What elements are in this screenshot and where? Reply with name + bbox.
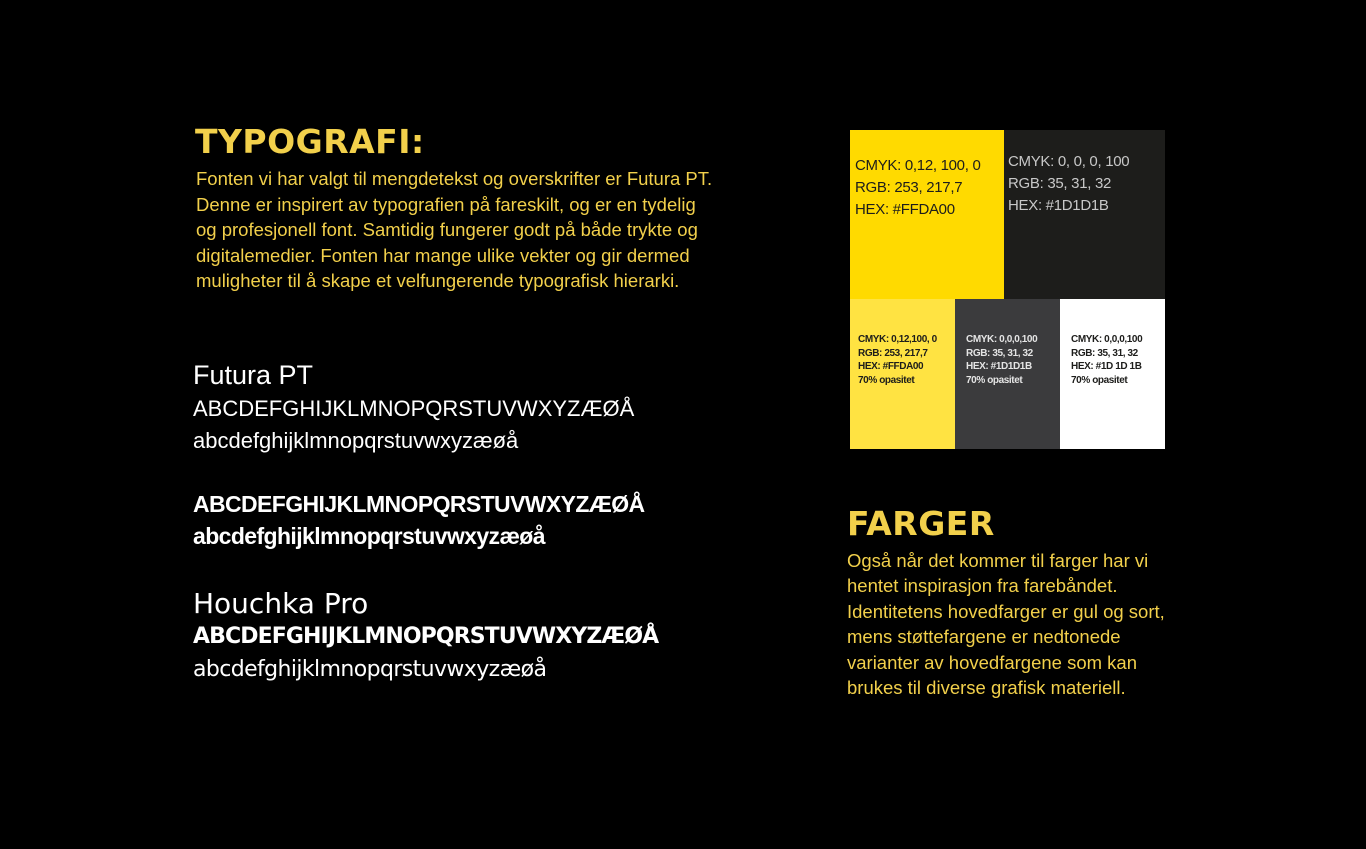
typography-description-line: Denne er inspirert av typografien på fareskilt, og er en tydelig bbox=[196, 193, 696, 215]
swatch-rgb: RGB: 253, 217,7 bbox=[855, 179, 963, 196]
swatch-hex: HEX: #FFDA00 bbox=[855, 201, 955, 218]
colors-description-line: Også når det kommer til farger har vi bbox=[847, 550, 1149, 571]
swatch-hex: HEX: #1D1D1B bbox=[966, 361, 1032, 372]
swatch-cmyk: CMYK: 0,12, 100, 0 bbox=[855, 157, 981, 174]
swatch-hex: HEX: #FFDA00 bbox=[858, 361, 924, 372]
swatch-yellow bbox=[850, 130, 1004, 299]
swatch-white-70 bbox=[1060, 299, 1165, 449]
colors-description-line: varianter av hovedfargene som kan bbox=[847, 651, 1138, 673]
typography-description bbox=[196, 166, 736, 294]
colors-description bbox=[847, 548, 1177, 700]
colors-description-line: brukes til diverse grafisk materiell. bbox=[847, 677, 1126, 699]
swatch-cmyk: CMYK: 0, 0, 0, 100 bbox=[1008, 153, 1130, 170]
typography-description-line: digitalemedier. Fonten har mange ulike vekter og gir dermed bbox=[196, 244, 690, 266]
typography-description-line: muligheter til å skape et velfungerende typografisk hierarki. bbox=[196, 270, 680, 292]
swatch-hex: HEX: #1D1D1B bbox=[1008, 197, 1109, 214]
swatch-opacity: 70% opasitet bbox=[966, 374, 1023, 386]
swatch-opacity: 70% opasitet bbox=[858, 374, 915, 386]
colors-description-line: mens støttefargene er nedtonede bbox=[847, 626, 1121, 648]
swatch-opacity: 70% opasitet bbox=[1071, 374, 1128, 386]
swatch-rgb: RGB: 35, 31, 32 bbox=[1071, 347, 1138, 359]
swatch-yellow-70 bbox=[850, 299, 955, 449]
swatch-black-70 bbox=[955, 299, 1060, 449]
futura-bold-lowercase-sample: abcdefghijklmnopqrstuvwxyzæøå bbox=[193, 523, 545, 549]
houchka-lowercase-sample: abcdefghijklmnopqrstuvwxyzæøå bbox=[193, 657, 547, 682]
swatch-rgb: RGB: 35, 31, 32 bbox=[1008, 175, 1112, 192]
swatch-rgb: RGB: 35, 31, 32 bbox=[966, 347, 1033, 359]
futura-bold-uppercase-sample: ABCDEFGHIJKLMNOPQRSTUVWXYZÆØÅ bbox=[193, 491, 645, 517]
swatch-cmyk: CMYK: 0,0,0,100 bbox=[966, 334, 1038, 345]
typography-heading: TYPOGRAFI: bbox=[195, 122, 425, 161]
typography-description-line: og profesjonell font. Samtidig fungerer godt på både trykte og bbox=[196, 219, 698, 241]
swatch-rgb: RGB: 253, 217,7 bbox=[858, 347, 928, 359]
swatch-hex: HEX: #1D 1D 1B bbox=[1071, 361, 1142, 372]
houchka-uppercase-sample: ABCDEFGHIJKLMNOPQRSTUVWXYZÆØÅ bbox=[193, 624, 659, 649]
colors-heading: FARGER bbox=[847, 504, 995, 543]
futura-lowercase-sample: abcdefghijklmnopqrstuvwxyzæøå bbox=[193, 428, 519, 453]
swatch-cmyk: CMYK: 0,0,0,100 bbox=[1071, 334, 1143, 345]
colors-description-line: Identitetens hovedfarger er gul og sort, bbox=[847, 600, 1165, 622]
swatch-cmyk: CMYK: 0,12,100, 0 bbox=[858, 334, 937, 345]
swatch-black bbox=[1004, 130, 1165, 299]
futura-font-name: Futura PT bbox=[193, 360, 314, 390]
houchka-font-name: Houchka Pro bbox=[193, 587, 369, 620]
futura-uppercase-sample: ABCDEFGHIJKLMNOPQRSTUVWXYZÆØÅ bbox=[193, 396, 635, 421]
colors-description-line: hentet inspirasjon fra farebåndet. bbox=[847, 575, 1118, 597]
typography-description-line: Fonten vi har valgt til mengdetekst og overskrifter er Futura PT. bbox=[196, 168, 713, 189]
